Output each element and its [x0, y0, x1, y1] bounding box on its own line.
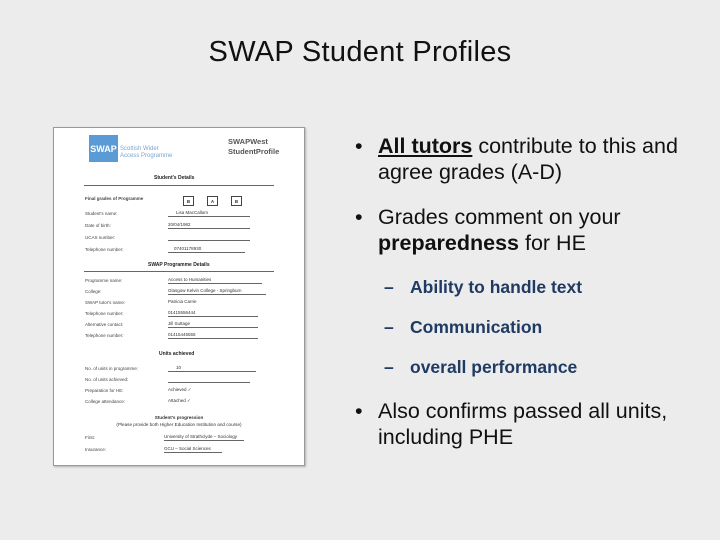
bullet-emphasis: All tutors — [378, 134, 473, 158]
field-value: Access to Humanities — [168, 277, 262, 284]
field-value: 01415556444 — [168, 310, 258, 317]
logo-line-1: Scottish Wider — [120, 146, 159, 152]
field-value: Jill Suttage — [168, 321, 258, 328]
bullet-item — [355, 133, 705, 185]
programme-heading: SWAP Programme Details — [148, 262, 210, 268]
field-label: College attendance: — [85, 399, 126, 404]
progression-subheading: (Please provide both Higher Education Institution and course) — [116, 422, 242, 427]
field-label: Telephone number: — [85, 333, 124, 338]
field-value: University of Strathclyde – Sociology — [164, 434, 244, 441]
bullet-text: Also confirms passed all units, including PHE — [378, 399, 668, 449]
field-label: Student's name: — [85, 211, 118, 216]
bullet-text: Grades comment on your — [378, 205, 621, 229]
document-header — [228, 137, 279, 157]
bullet-dot-icon: • — [355, 399, 363, 423]
field-value: 10 — [168, 365, 256, 372]
field-value: Attached ✓ — [168, 398, 191, 403]
field-value — [168, 234, 250, 241]
field-value: Lisa MacCallum — [168, 210, 250, 217]
header-line-2: StudentProfile — [228, 147, 280, 156]
header-line-1: SWAPWest — [228, 137, 268, 146]
field-label: Date of birth: — [85, 223, 111, 228]
field-label: Preparation for HE: — [85, 388, 124, 393]
field-label: Programme name: — [85, 278, 123, 283]
field-value — [168, 376, 250, 383]
field-label: Alternative contact: — [85, 322, 124, 327]
bullet-item — [355, 398, 705, 450]
logo-line-2: Access Programme — [120, 153, 173, 159]
grade-box-2: A — [207, 196, 218, 206]
logo-text — [120, 146, 172, 160]
swap-logo: SWAP — [89, 135, 118, 162]
field-value: Glasgow Kelvin College - Springburn — [168, 288, 266, 295]
bullet-dot-icon: • — [355, 205, 363, 229]
field-value: GCU – Social Sciences — [164, 446, 222, 453]
page-title: SWAP Student Profiles — [208, 36, 512, 68]
field-label: Telephone number: — [85, 311, 124, 316]
field-value: 01415445555 — [168, 332, 258, 339]
field-value: Achieved ✓ — [168, 387, 192, 392]
field-label: UCAS number: — [85, 235, 116, 240]
bullet-item — [355, 204, 705, 256]
grade-box-3: B — [231, 196, 242, 206]
field-label: SWAP tutor's name: — [85, 300, 126, 305]
sub-bullet-item — [355, 274, 705, 300]
sub-bullet-item — [355, 354, 705, 380]
bullet-text: for HE — [519, 231, 586, 255]
field-label: First: — [85, 435, 95, 440]
divider — [84, 185, 274, 186]
divider — [84, 271, 274, 272]
bullet-dot-icon: • — [355, 134, 363, 158]
bullet-text: contribute to this and agree grades (A-D) — [378, 134, 678, 184]
grade-box-1: B — [183, 196, 194, 206]
bullet-list — [355, 133, 705, 469]
units-heading: Units achieved — [159, 351, 195, 357]
field-label: No. of units in programme: — [85, 366, 139, 371]
dash-icon: – — [384, 357, 394, 377]
student-profile-document — [53, 127, 305, 466]
field-value: Patricia Carrie — [168, 299, 197, 304]
bullet-emphasis: preparedness — [378, 231, 520, 255]
field-label: College: — [85, 289, 102, 294]
sub-bullet-item — [355, 314, 705, 340]
field-value: 20/04/1982 — [168, 222, 250, 229]
sub-bullet-text: Ability to handle text — [410, 277, 583, 297]
sub-bullet-text: overall performance — [410, 357, 578, 377]
field-label: Telephone number: — [85, 247, 124, 252]
sub-bullet-text: Communication — [410, 317, 543, 337]
dash-icon: – — [384, 277, 394, 297]
field-label: No. of units achieved: — [85, 377, 129, 382]
student-details-heading: Student's Details — [154, 175, 195, 181]
field-value: 07401178930 — [168, 246, 245, 253]
dash-icon: – — [384, 317, 394, 337]
progression-heading: Student's progression — [154, 415, 204, 420]
field-label: Insurance: — [85, 447, 107, 452]
final-grades-label: Final grades of Programme — [85, 196, 144, 201]
